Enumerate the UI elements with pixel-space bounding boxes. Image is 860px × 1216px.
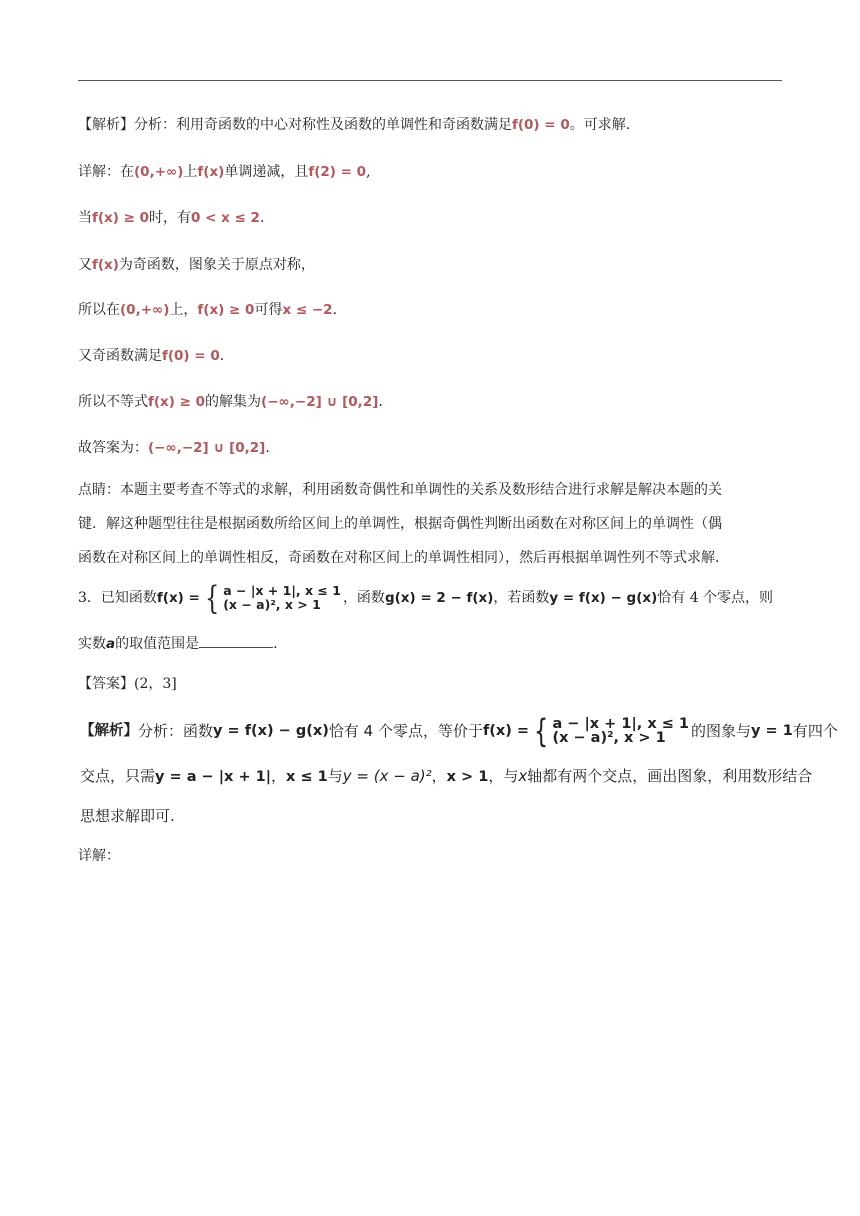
text: 又	[78, 257, 92, 273]
text: 有四个	[792, 722, 838, 740]
text: ，	[431, 767, 447, 785]
math-a: a	[106, 636, 116, 652]
math-interval: (0,+∞)	[120, 302, 170, 318]
case-1: a − |x + 1|, x ≤ 1	[552, 716, 690, 732]
text: 实数	[78, 636, 106, 652]
math-fx: f(x)	[197, 164, 225, 180]
text: 3．已知函数	[78, 590, 157, 606]
math-square: y = (x − a)²	[342, 767, 432, 785]
math-solution-set: (−∞,−2] ∪ [0,2]	[148, 440, 266, 456]
text: 点睛：本题主要考查不等式的求解，利用函数奇偶性和单调性的关系及数形结合进行求解是解决本题的关	[78, 482, 722, 498]
text: 为奇函数，图象关于原点对称，	[118, 257, 315, 273]
detail-line-5	[78, 346, 224, 366]
text: .	[265, 440, 270, 456]
text: 【答案】(2，3]	[78, 676, 177, 692]
text: 上	[183, 164, 198, 180]
math-fx-def: f(x) =	[482, 723, 530, 739]
text: .	[273, 636, 278, 652]
text: 【解析】分析：利用奇函数的中心对称性及函数的单调性和奇函数满足	[78, 117, 512, 133]
text: 思想求解即可.	[80, 807, 175, 825]
text: 详解：	[78, 848, 120, 864]
math-abs: y = a − |x + 1|	[155, 769, 272, 785]
detail-line-2	[78, 208, 264, 228]
cases	[552, 717, 689, 745]
math-range: 0 < x ≤ 2	[191, 210, 260, 226]
text: 上，	[169, 302, 198, 318]
math-x: x	[518, 767, 528, 785]
text: 的取值范围是	[115, 636, 200, 652]
detail-line-6	[78, 392, 383, 412]
text: 。可求解.	[569, 117, 631, 133]
analysis-2-line-2	[80, 766, 812, 787]
math-y1: y = 1	[751, 723, 793, 739]
math-fx: f(x)	[92, 257, 119, 273]
text: 的图象与	[691, 722, 752, 740]
math-solution-set: (−∞,−2] ∪ [0,2]	[261, 394, 379, 410]
math-ineq: f(x) ≥ 0	[148, 394, 206, 410]
text: ，函数	[342, 590, 385, 606]
header-rule	[78, 80, 782, 81]
text: 时，有	[149, 210, 192, 226]
case-1: a − |x + 1|, x ≤ 1	[223, 583, 341, 598]
text: .	[378, 394, 383, 410]
cases	[223, 584, 341, 612]
text: .	[332, 302, 338, 318]
text: ,	[366, 164, 371, 180]
text: 键．解这种题型往往是根据函数所给区间上的单调性，根据奇偶性判断出函数在对称区间上的单调性（偶	[78, 516, 722, 532]
text: 可得	[254, 302, 283, 318]
detail-label	[78, 846, 120, 866]
math-cond: x ≤ 1	[286, 769, 328, 785]
text: 当	[78, 210, 92, 226]
text: 分析：函数	[138, 722, 214, 740]
math-fx-def: f(x) =	[156, 590, 200, 606]
brace-symbol: {	[534, 712, 549, 750]
remark-line-1	[78, 480, 722, 500]
answer-blank	[199, 635, 273, 648]
text: ，若函数	[493, 590, 550, 606]
text: 的解集为	[205, 394, 262, 410]
math-f0: f(0) = 0	[162, 348, 220, 364]
analysis-2-line-3	[80, 806, 175, 826]
math-cond: x > 1	[446, 769, 489, 785]
piecewise-function	[531, 712, 690, 750]
text: .	[219, 348, 225, 364]
text: 又奇函数满足	[78, 348, 162, 364]
text: 恰有 4 个零点，则	[657, 590, 774, 606]
detail-line-4	[78, 300, 337, 320]
text: 所以不等式	[78, 394, 148, 410]
math-y: y = f(x) − g(x)	[549, 590, 658, 606]
math-gx: g(x) = 2 − f(x)	[384, 590, 494, 606]
detail-line-3	[78, 255, 315, 275]
text: 恰有 4 个零点，等价于	[328, 722, 483, 740]
text: .	[259, 210, 265, 226]
text: 交点，只需	[80, 767, 156, 785]
detail-line-1	[78, 162, 371, 182]
text: 轴都有两个交点，画出图象，利用数形结合	[527, 767, 813, 785]
text: 故答案为：	[78, 440, 148, 456]
remark-line-2	[78, 514, 722, 534]
case-2: (x − a)², x > 1	[552, 730, 666, 746]
math-f0: f(0) = 0	[512, 117, 570, 133]
analysis-label: 【解析】	[80, 723, 138, 739]
text: 详解：在	[78, 164, 134, 180]
question-3-line-2	[78, 634, 278, 654]
question-3-line-1	[78, 579, 774, 617]
text: 函数在对称区间上的单调性相反，奇函数在对称区间上的单调性相同），然后再根据单调性列不等式求解.	[78, 550, 720, 566]
math-ineq: f(x) ≥ 0	[197, 302, 255, 318]
analysis-line-1	[78, 115, 630, 135]
text: 单调递减，且	[224, 164, 309, 180]
answer-label-line	[78, 674, 177, 694]
answer-line	[78, 438, 270, 458]
text: 与	[327, 767, 343, 785]
text: ，与	[488, 767, 519, 785]
text: 所以在	[78, 302, 120, 318]
math-range: x ≤ −2	[282, 302, 333, 318]
remark-line-3	[78, 548, 719, 568]
math-interval: (0,+∞)	[134, 164, 184, 180]
piecewise-function	[202, 579, 341, 617]
math-f2: f(2) = 0	[308, 164, 367, 180]
brace-symbol: {	[204, 579, 220, 617]
analysis-2-line-1	[80, 712, 838, 750]
math-y: y = f(x) − g(x)	[213, 723, 329, 739]
case-2: (x − a)², x > 1	[223, 597, 321, 612]
text: ，	[271, 767, 287, 785]
math-ineq: f(x) ≥ 0	[92, 210, 150, 226]
